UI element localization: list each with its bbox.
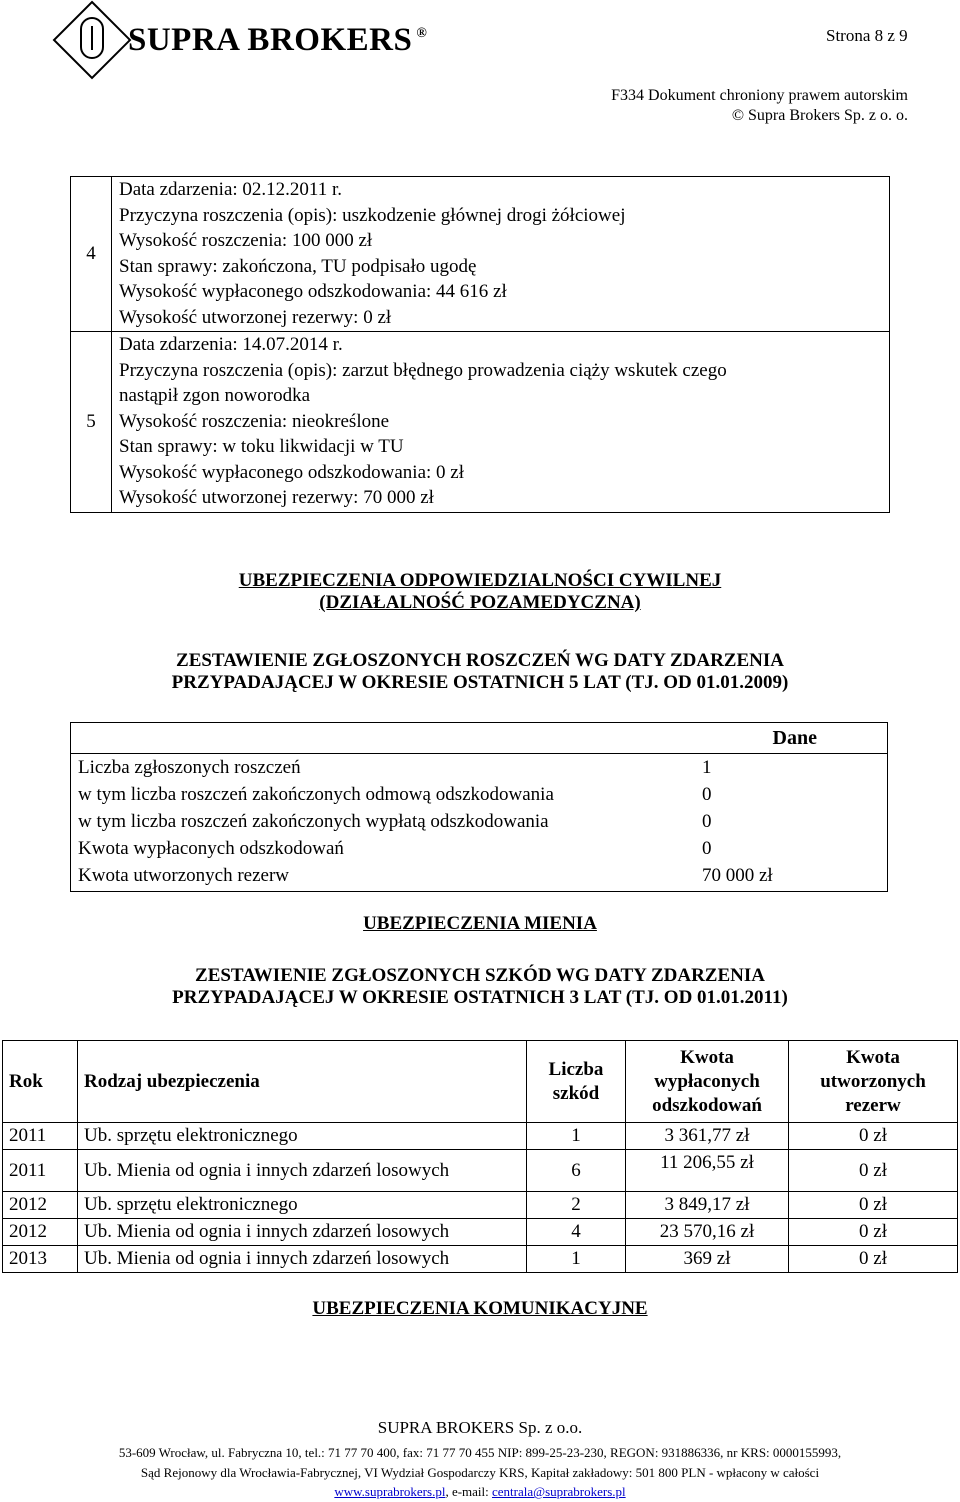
column-header-dane: Dane [71, 723, 888, 754]
col-rok: Rok [3, 1041, 78, 1123]
claim-details: Data zdarzenia: 14.07.2014 r. Przyczyna roszczenia (opis): zarzut błędnego prowadzenia ciąży wskutek czego nastąpił zgon noworodka Wysokość roszczenia: nieokreślone Stan sprawy: w toku likwidacji w TU Wysokość wypłaconego odszkodowania: 0 zł Wysokość utworzonej rezerwy: 70 000 zł [112, 332, 890, 513]
motor-section-title: UBEZPIECZENIA KOMUNIKACYJNE [312, 1298, 648, 1319]
property-claims-table [2, 1040, 958, 1273]
claim-row [71, 332, 890, 513]
col-liczba: Liczba szkód [527, 1041, 626, 1123]
supra-brokers-logo [52, 0, 132, 80]
brand-name: SUPRA BROKERS ® [128, 22, 428, 58]
table-row: 2011 Ub. Mienia od ognia i innych zdarzeń losowych 6 11 206,55 zł 0 zł [3, 1150, 958, 1192]
claim-number: 4 [71, 177, 112, 332]
oc-section-subtitle: ZESTAWIENIE ZGŁOSZONYCH ROSZCZEŃ WG DATY ZDARZENIA PRZYPADAJĄCEJ W OKRESIE OSTATNICH 5 LAT (TJ. OD 01.01.2009) [171, 650, 789, 693]
page-number: Strona 8 z 9 [826, 26, 908, 45]
oc-summary-table [70, 722, 888, 892]
footer-company: SUPRA BROKERS Sp. z o.o. [377, 1418, 583, 1437]
summary-row: w tym liczba roszczeń zakończonych wypłatą odszkodowania 0 [78, 811, 712, 832]
col-wyplacone: Kwota wypłaconych odszkodowań [626, 1041, 789, 1123]
claim-row [71, 177, 890, 332]
table-row: 2012 Ub. Mienia od ognia i innych zdarzeń losowych 4 23 570,16 zł 0 zł [3, 1219, 958, 1246]
copyright-note: F334 Dokument chroniony prawem autorskim © Supra Brokers Sp. z o. o. [611, 87, 908, 124]
summary-row: Kwota wypłaconych odszkodowań 0 [78, 838, 712, 859]
summary-row: w tym liczba roszczeń zakończonych odmową odszkodowania 0 [78, 784, 712, 805]
table-header-row [3, 1041, 958, 1123]
claim-details: Data zdarzenia: 02.12.2011 r. Przyczyna roszczenia (opis): uszkodzenie głównej drogi żółciowej Wysokość roszczenia: 100 000 zł Stan sprawy: zakończona, TU podpisało ugodę Wysokość wypłaconego odszkodowania: 44 616 zł Wysokość utworzonej rezerwy: 0 zł [112, 177, 890, 332]
table-row: 2012 Ub. sprzętu elektronicznego 2 3 849,17 zł 0 zł [3, 1192, 958, 1219]
claims-table [70, 176, 890, 513]
registered-mark: ® [416, 26, 428, 41]
oc-section-title: UBEZPIECZENIA ODPOWIEDZIALNOŚCI CYWILNEJ (DZIAŁALNOŚĆ POZAMEDYCZNA) [238, 570, 722, 613]
col-rodzaj: Rodzaj ubezpieczenia [78, 1041, 527, 1123]
footer-contact: www.suprabrokers.pl, e-mail: centrala@suprabrokers.pl [334, 1484, 626, 1499]
footer-registration: Sąd Rejonowy dla Wrocławia-Fabrycznej, VI Wydział Gospodarczy KRS, Kapitał zakładowy: 501 800 PLN - wpłacony w całości [140, 1465, 820, 1480]
property-section-subtitle: ZESTAWIENIE ZGŁOSZONYCH SZKÓD WG DATY ZDARZENIA PRZYPADAJĄCEJ W OKRESIE OSTATNICH 3 LAT (TJ. OD 01.01.2011) [172, 965, 788, 1008]
email-link[interactable]: centrala@suprabrokers.pl [492, 1484, 626, 1499]
footer-address: 53-609 Wrocław, ul. Fabryczna 10, tel.: 71 77 70 400, fax: 71 77 70 455 NIP: 899-25-23-230, REGON: 931886336, nr KRS: 0000155993, [118, 1445, 842, 1460]
col-rezerwy: Kwota utworzonych rezerw [789, 1041, 958, 1123]
property-section-title: UBEZPIECZENIA MIENIA [363, 913, 597, 934]
summary-row: Liczba zgłoszonych roszczeń 1 [78, 757, 712, 778]
table-row: 2013 Ub. Mienia od ognia i innych zdarzeń losowych 1 369 zł 0 zł [3, 1246, 958, 1273]
website-link[interactable]: www.suprabrokers.pl [334, 1484, 446, 1499]
claim-number: 5 [71, 332, 112, 513]
summary-row: Kwota utworzonych rezerw 70 000 zł [78, 865, 773, 886]
table-row: 2011 Ub. sprzętu elektronicznego 1 3 361,77 zł 0 zł [3, 1123, 958, 1150]
